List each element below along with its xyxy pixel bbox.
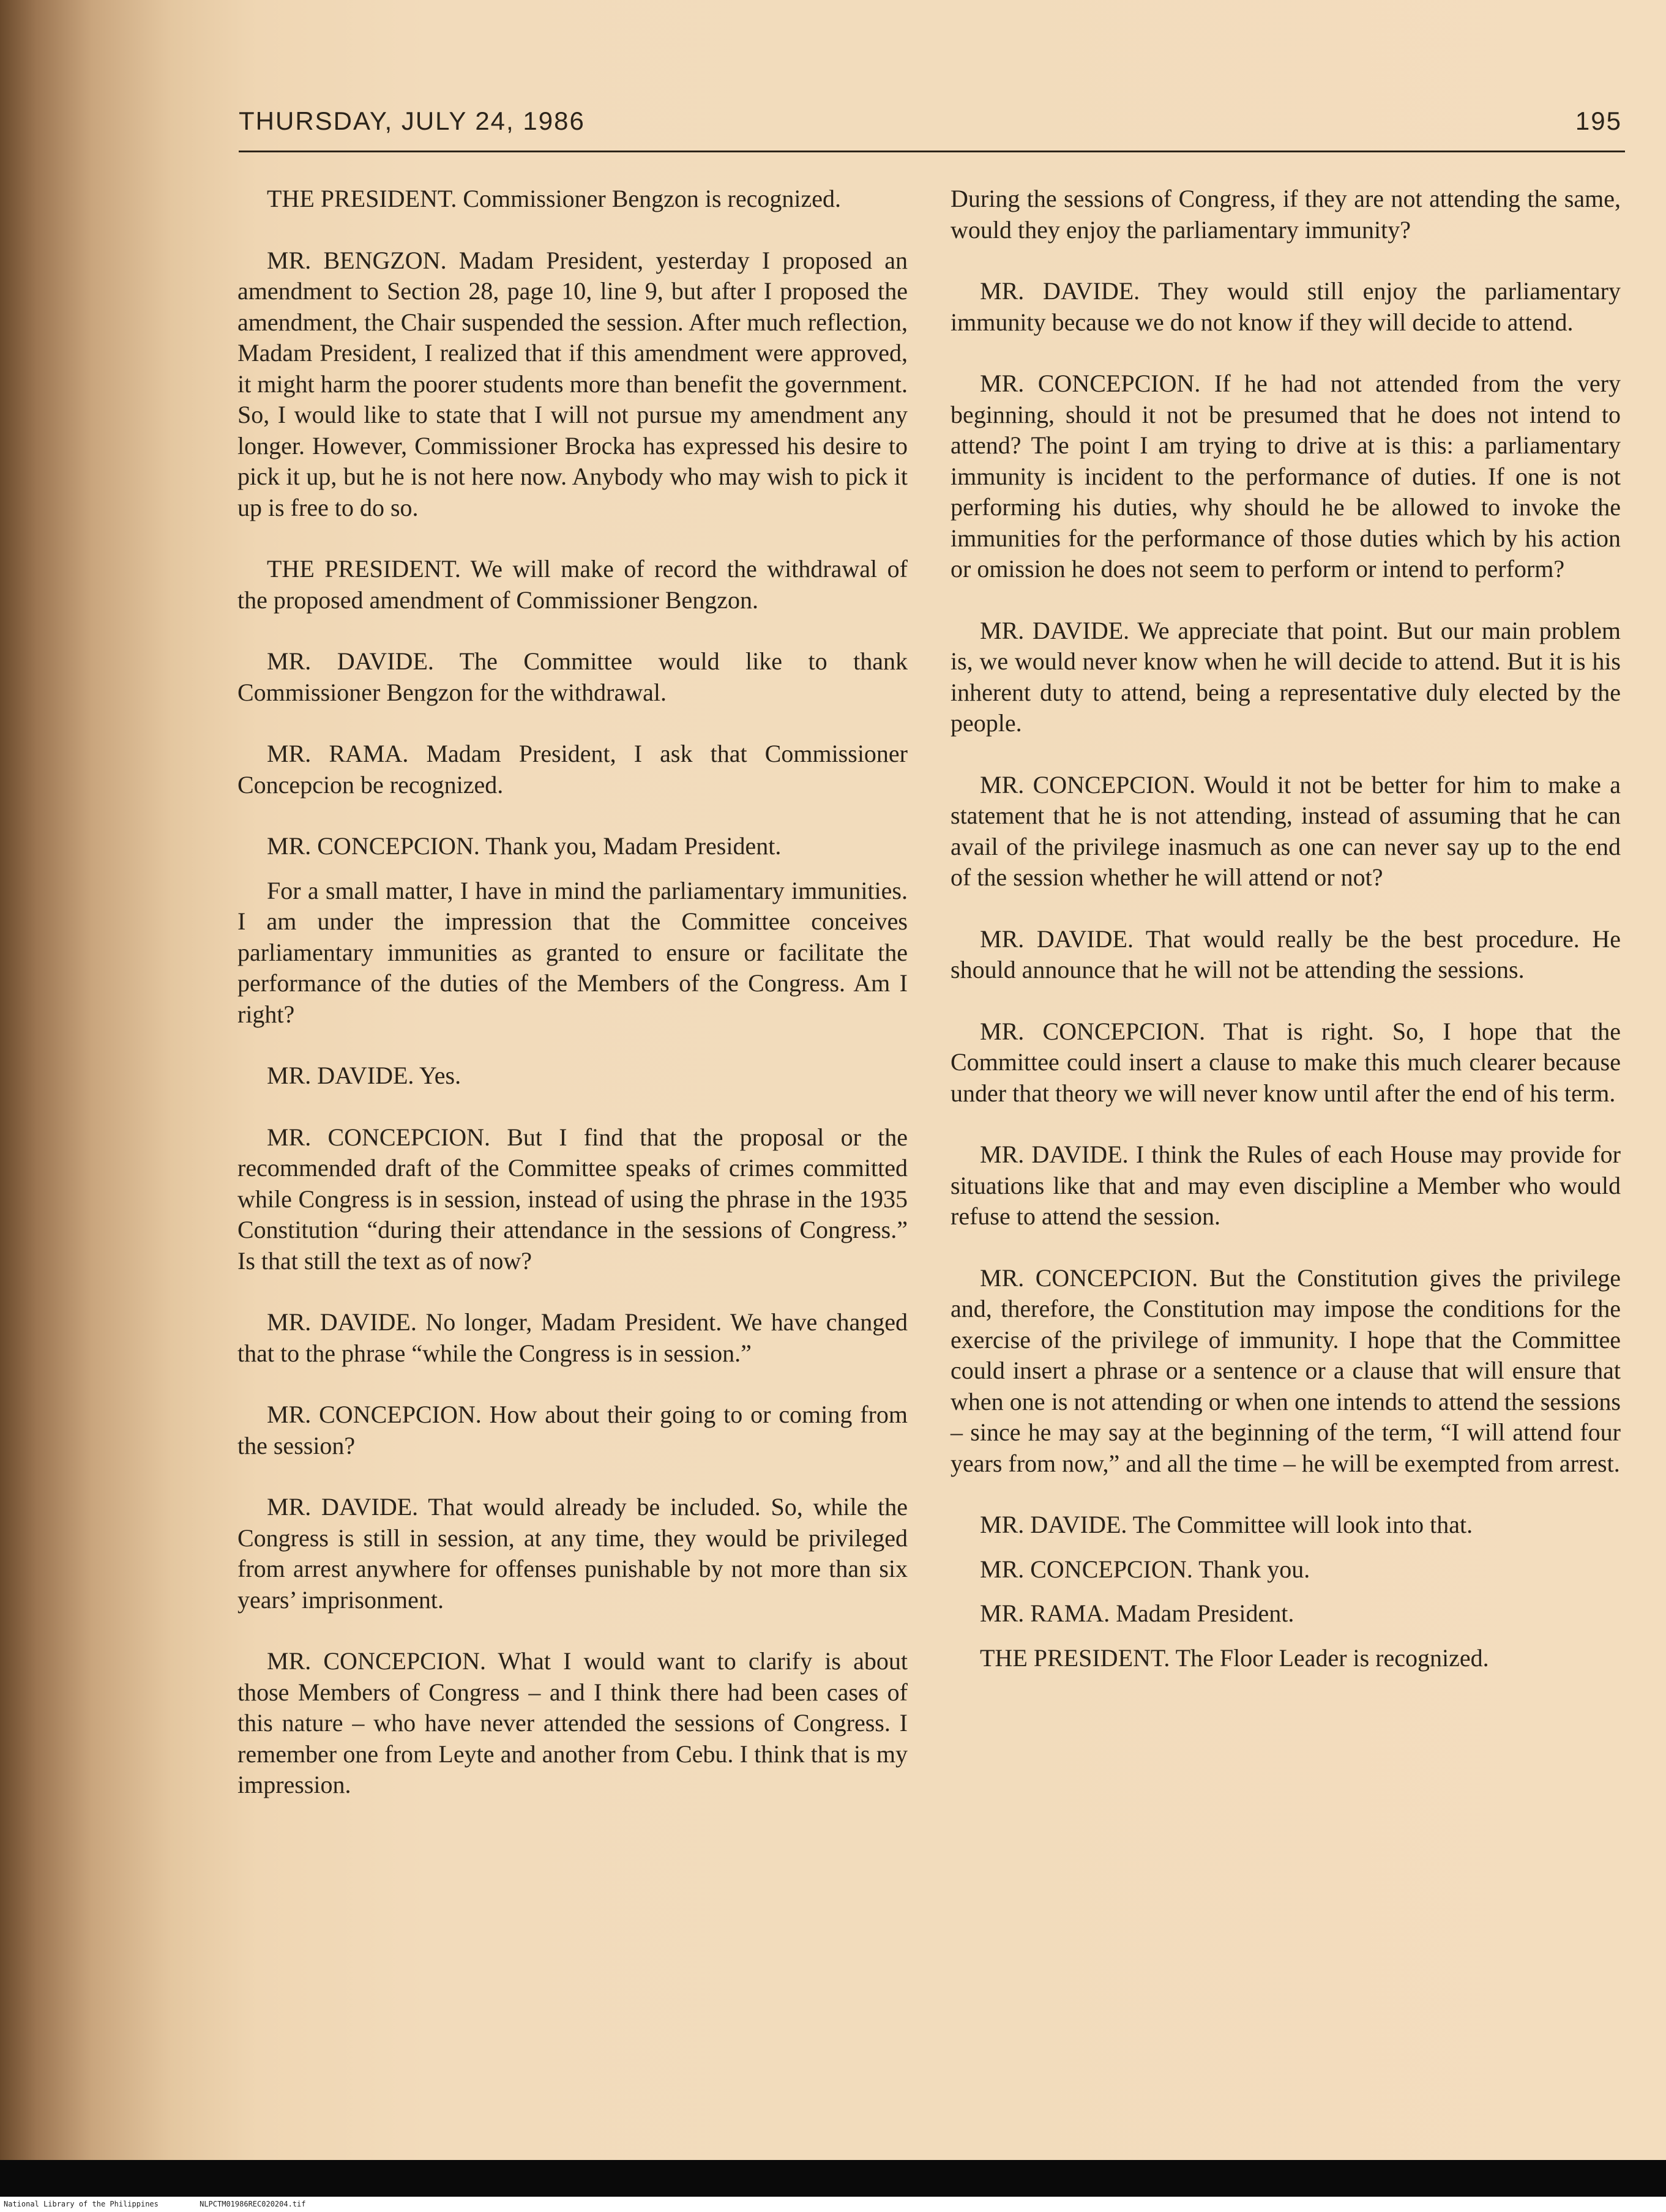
paragraph: MR. CONCEPCION. Thank you.	[980, 1555, 1310, 1583]
paragraph: THE PRESIDENT. The Floor Leader is recognized.	[980, 1644, 1489, 1672]
paragraph: MR. RAMA. Madam President, I ask that Commissioner Concepcion be recognized.	[237, 740, 908, 799]
header-rule	[239, 151, 1625, 152]
paragraph: MR. DAVIDE. The Committee will look into that.	[980, 1511, 1473, 1538]
paragraph: MR. BENGZON. Madam President, yesterday I proposed an amendment to Section 28, page 10, line 9, but after I proposed the amendment, the Chair suspended the session. After much reflection, Madam President, I realized that if this amendment were approved, it might harm the poorer students more than benefit the government. So, I would like to state that I will not pursue my amendment any longer. However, Commissioner Brocka has expressed his desire to pick it up, but he is not here now. Anybody who may wish to pick it up is free to do so.	[237, 246, 908, 521]
paragraph: MR. CONCEPCION. But the Constitution gives the privilege and, therefore, the Constitution may impose the conditions for the exercise of the privilege of immunity. I hope that the Committee could insert a phrase or a sentence or a clause that will ensure that when one is not attending or when one intends to attend the sessions – since he may say at the beginning of the term, “I will attend four years from now,” and all the time – he will be exempted from arrest.	[951, 1264, 1621, 1477]
paragraph: MR. CONCEPCION. That is right. So, I hope that the Committee could insert a clause to make this much clearer because under that theory we will never know until after the end of his term.	[951, 1017, 1621, 1107]
paragraph: For a small matter, I have in mind the parliamentary immunities. I am under the impression that the Committee conceives parliamentary immunities as granted to ensure or facilitate the performance of the duties of the Members of the Congress. Am I right?	[237, 876, 908, 1028]
paragraph: MR. DAVIDE. The Committee would like to thank Commissioner Bengzon for the withdrawal.	[237, 647, 908, 706]
paragraph: MR. CONCEPCION. Thank you, Madam President.	[267, 832, 782, 860]
left-column	[237, 184, 908, 1831]
paragraph: THE PRESIDENT. We will make of record the withdrawal of the proposed amendment of Commissioner Bengzon.	[237, 555, 908, 614]
paragraph: MR. RAMA. Madam President.	[980, 1599, 1294, 1627]
paragraph: MR. DAVIDE. I think the Rules of each House may provide for situations like that and may even discipline a Member who would refuse to attend the session.	[951, 1141, 1621, 1230]
paragraph: MR. DAVIDE. Yes.	[267, 1062, 461, 1089]
paragraph: During the sessions of Congress, if they are not attending the same, would they enjoy the parliamentary immunity?	[951, 185, 1621, 244]
paragraph: MR. CONCEPCION. But I find that the proposal or the recommended draft of the Committee speaks of crimes committed while Congress is in session, instead of using the phrase in the 1935 Constitution “during their attendance in the sessions of Congress.” Is that still the text as of now?	[237, 1123, 908, 1275]
paragraph: MR. DAVIDE. That would already be included. So, while the Congress is still in session, at any time, they would be privileged from arrest anywhere for offenses punishable by not more than six years’ imprisonment.	[237, 1493, 908, 1614]
paragraph: THE PRESIDENT. Commissioner Bengzon is recognized.	[267, 185, 842, 212]
scan-border	[0, 2160, 1666, 2197]
scan-footer	[0, 2197, 1666, 2212]
paragraph: MR. CONCEPCION. If he had not attended from the very beginning, should it not be presumed that he does not intend to attend? The point I am trying to drive at is this: a parliamentary immunity is incident to the performance of duties. If one is not performing his duties, why should he be allowed to invoke the immunities for the performance of those duties which by his action or omission he does not seem to perform or intend to perform?	[951, 370, 1621, 583]
paragraph: MR. DAVIDE. That would really be the best procedure. He should announce that he will not be attending the sessions.	[951, 925, 1621, 983]
footer-library: National Library of the Philippines	[4, 2200, 159, 2208]
page-header	[239, 104, 1622, 147]
paragraph: MR. DAVIDE. They would still enjoy the parliamentary immunity because we do not know if they will decide to attend.	[951, 277, 1621, 336]
paragraph: MR. CONCEPCION. How about their going to or coming from the session?	[237, 1401, 908, 1459]
page-number: 195	[1575, 106, 1622, 135]
right-column	[951, 184, 1621, 1687]
paragraph: MR. CONCEPCION. Would it not be better for him to make a statement that he is not attending, instead of assuming that he can avail of the privilege inasmuch as one can never say up to the end of the session whether he will attend or not?	[951, 770, 1621, 891]
header-date: THURSDAY, JULY 24, 1986	[239, 106, 585, 135]
paragraph: MR. DAVIDE. No longer, Madam President. We have changed that to the phrase “while the Congress is in session.”	[237, 1308, 908, 1367]
paragraph: MR. DAVIDE. We appreciate that point. But our main problem is, we would never know when he will decide to attend. But it is his inherent duty to attend, being a representative duly elected by the people.	[951, 616, 1621, 737]
footer-file: NLPCTM01986REC020204.tif	[200, 2200, 306, 2208]
paragraph: MR. CONCEPCION. What I would want to clarify is about those Members of Congress – and I think there had been cases of this nature – who have never attended the sessions of Congress. I remember one from Leyte and another from Cebu. I think that is my impression.	[237, 1647, 908, 1798]
